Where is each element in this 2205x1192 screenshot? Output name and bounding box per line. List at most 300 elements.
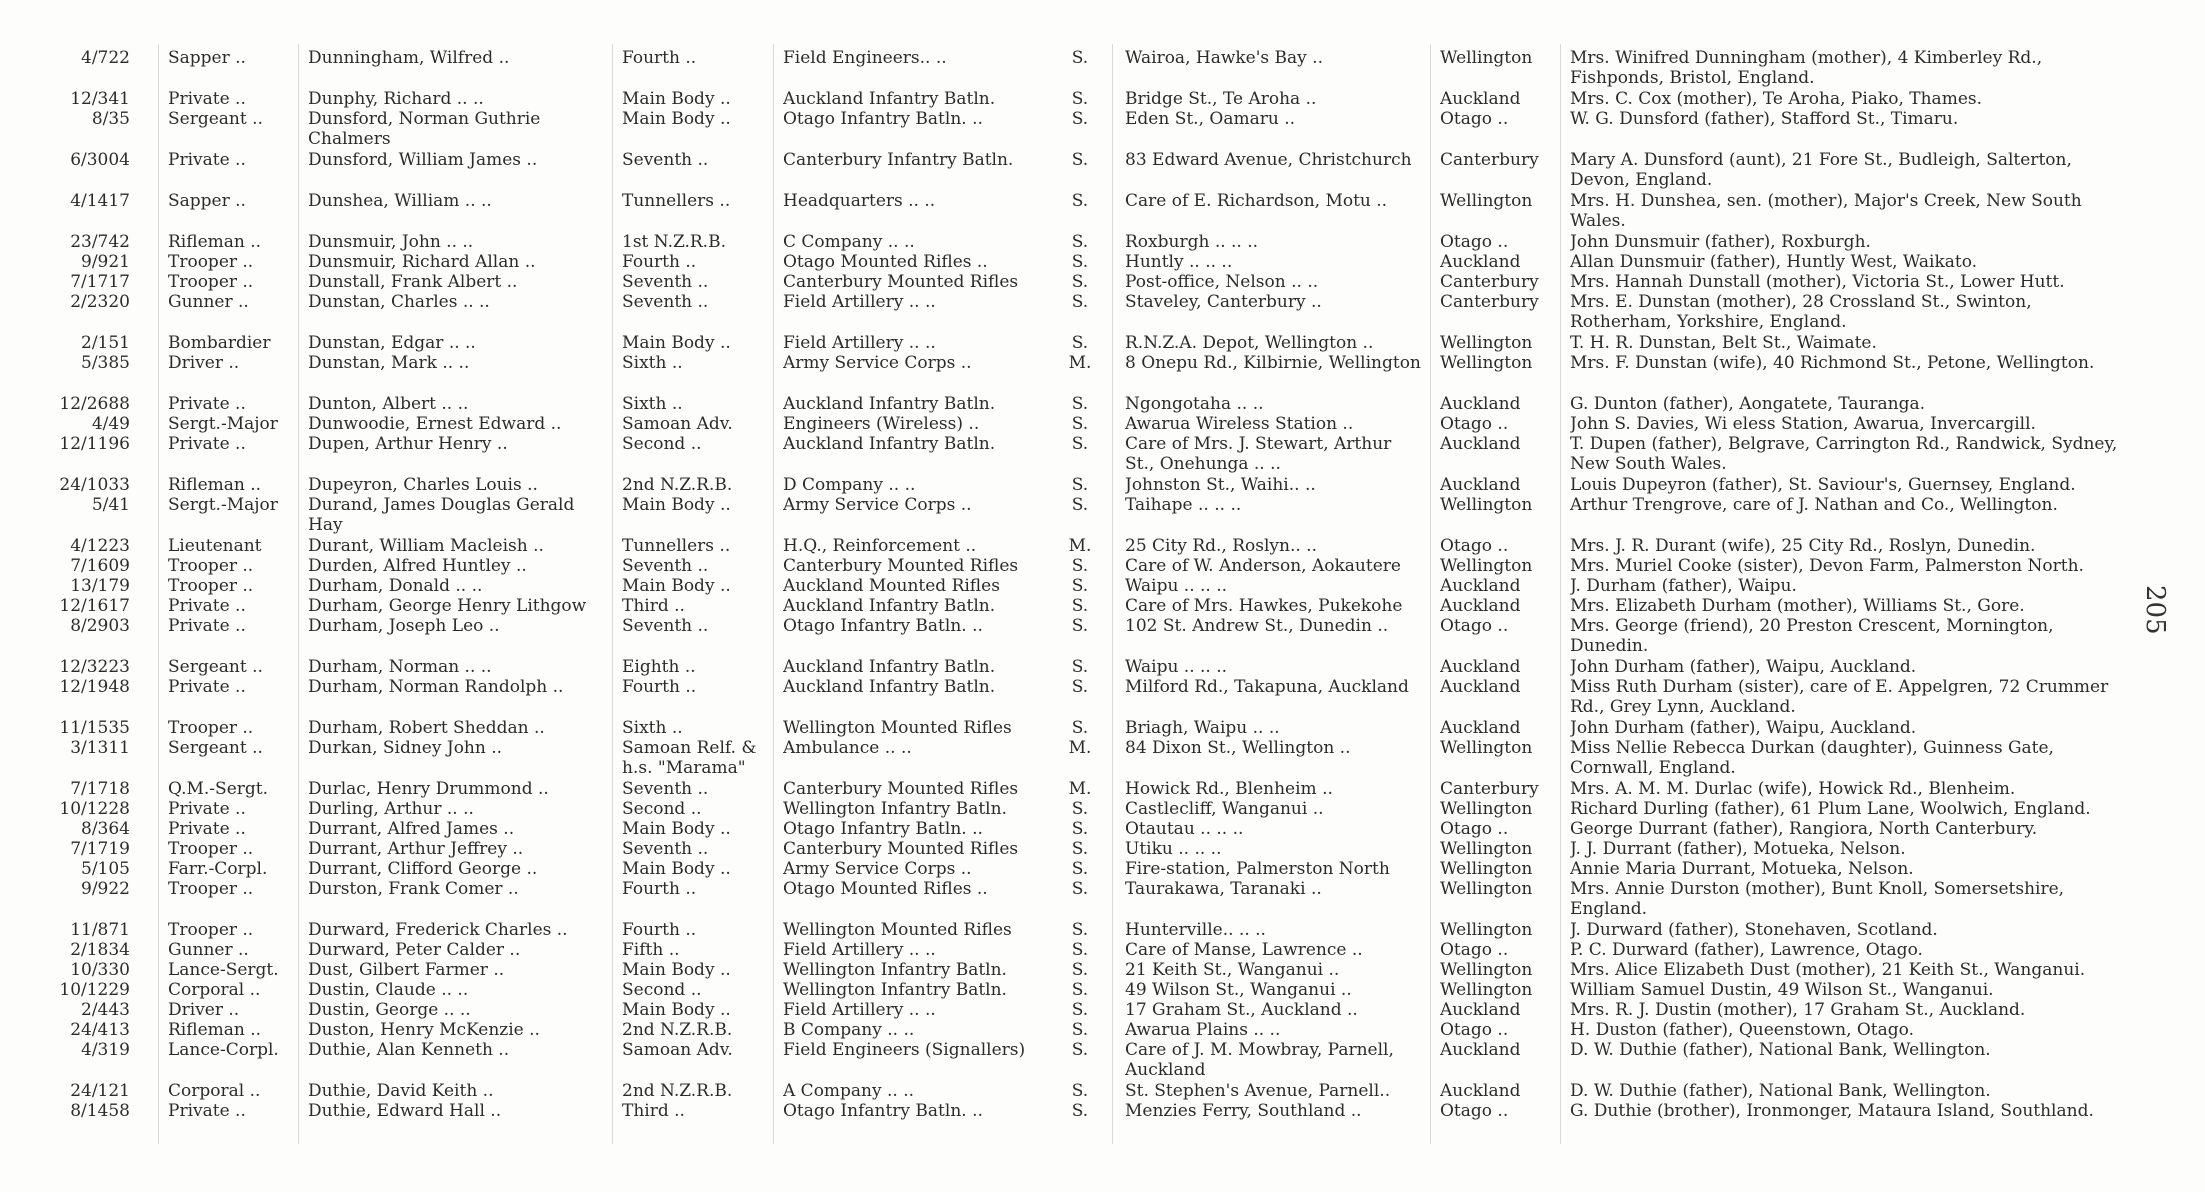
last-address-cell: Awarua Plains .. .. — [1125, 1020, 1281, 1040]
next-of-kin-cell: John Dunsmuir (father), Roxburgh. — [1570, 232, 1871, 252]
enlistment-district-cell: Otago .. — [1440, 940, 1509, 960]
marital-status-cell: S. — [1071, 434, 1089, 454]
table-row — [0, 960, 2205, 980]
soldier-name-cell: Dunstan, Mark .. .. — [308, 353, 470, 373]
last-address-cell: 83 Edward Avenue, Christchurch — [1125, 150, 1412, 170]
rank-cell: Lance-Sergt. — [168, 960, 279, 980]
table-row — [0, 109, 2205, 150]
next-of-kin-cell: J. Durham (father), Waipu. — [1570, 576, 1797, 596]
table-row — [0, 475, 2205, 495]
draft-cell: Main Body .. — [622, 576, 731, 596]
marital-status-cell: S. — [1071, 272, 1089, 292]
enlistment-district-cell: Otago .. — [1440, 1101, 1509, 1121]
next-of-kin-cell: Mrs. Hannah Dunstall (mother), Victoria St., Lower Hutt. — [1570, 272, 2065, 292]
service-number-cell: 7/1719 — [70, 839, 130, 859]
marital-status-cell: S. — [1071, 495, 1089, 515]
last-address-cell: Briagh, Waipu .. .. — [1125, 718, 1280, 738]
soldier-name-cell: Durston, Frank Comer .. — [308, 879, 519, 899]
last-address-cell: St. Stephen's Avenue, Parnell.. — [1125, 1081, 1391, 1101]
marital-status-cell: S. — [1071, 839, 1089, 859]
rank-cell: Private .. — [168, 819, 246, 839]
last-address-cell: Care of E. Richardson, Motu .. — [1125, 191, 1388, 211]
draft-cell: Seventh .. — [622, 779, 709, 799]
soldier-name-cell: Durden, Alfred Huntley .. — [308, 556, 527, 576]
rank-cell: Bombardier — [168, 333, 271, 353]
marital-status-cell: S. — [1071, 677, 1089, 697]
unit-cell: Field Artillery .. .. — [783, 1000, 936, 1020]
page-number: 205 — [2140, 585, 2170, 635]
marital-status-cell: S. — [1071, 960, 1089, 980]
unit-cell: Auckland Infantry Batln. — [783, 434, 996, 454]
soldier-name-cell: Duthie, Edward Hall .. — [308, 1101, 502, 1121]
unit-cell: Otago Infantry Batln. .. — [783, 819, 983, 839]
rank-cell: Farr.-Corpl. — [168, 859, 268, 879]
enlistment-district-cell: Wellington — [1440, 879, 1533, 899]
soldier-name-cell: Dustin, Claude .. .. — [308, 980, 469, 1000]
draft-cell: Sixth .. — [622, 353, 683, 373]
last-address-cell: Howick Rd., Blenheim .. — [1125, 779, 1333, 799]
marital-status-cell: S. — [1071, 1020, 1089, 1040]
unit-cell: B Company .. .. — [783, 1020, 915, 1040]
unit-cell: Wellington Infantry Batln. — [783, 960, 1007, 980]
table-row — [0, 859, 2205, 879]
last-address-cell: Waipu .. .. .. — [1125, 576, 1228, 596]
rank-cell: Sapper .. — [168, 48, 246, 68]
table-row — [0, 576, 2205, 596]
unit-cell: Field Engineers.. .. — [783, 48, 947, 68]
unit-cell: Otago Infantry Batln. .. — [783, 109, 983, 129]
soldier-name-cell: Dunstan, Charles .. .. — [308, 292, 490, 312]
marital-status-cell: S. — [1071, 89, 1089, 109]
enlistment-district-cell: Wellington — [1440, 738, 1533, 758]
service-number-cell: 8/364 — [81, 819, 130, 839]
last-address-cell: Bridge St., Te Aroha .. — [1125, 89, 1317, 109]
service-number-cell: 12/3223 — [59, 657, 130, 677]
next-of-kin-cell: H. Duston (father), Queenstown, Otago. — [1570, 1020, 1915, 1040]
soldier-name-cell: Durrant, Alfred James .. — [308, 819, 515, 839]
table-row — [0, 89, 2205, 109]
next-of-kin-cell: D. W. Duthie (father), National Bank, Wellington. — [1570, 1040, 1991, 1060]
rank-cell: Trooper .. — [168, 920, 254, 940]
table-row — [0, 191, 2205, 232]
table-row — [0, 414, 2205, 434]
enlistment-district-cell: Wellington — [1440, 495, 1533, 515]
rank-cell: Driver .. — [168, 1000, 240, 1020]
service-number-cell: 2/1834 — [70, 940, 130, 960]
soldier-name-cell: Dunsmuir, Richard Allan .. — [308, 252, 536, 272]
draft-cell: Fourth .. — [622, 677, 697, 697]
last-address-cell: Castlecliff, Wanganui .. — [1125, 799, 1324, 819]
soldier-name-cell: Dunton, Albert .. .. — [308, 394, 469, 414]
marital-status-cell: S. — [1071, 920, 1089, 940]
table-row — [0, 839, 2205, 859]
next-of-kin-cell: Mrs. F. Dunstan (wife), 40 Richmond St., Petone, Wellington. — [1570, 353, 2095, 373]
enlistment-district-cell: Wellington — [1440, 859, 1533, 879]
marital-status-cell: S. — [1071, 576, 1089, 596]
table-row — [0, 657, 2205, 677]
rank-cell: Rifleman .. — [168, 475, 262, 495]
marital-status-cell: S. — [1071, 475, 1089, 495]
table-row — [0, 879, 2205, 920]
next-of-kin-cell: Mrs. R. J. Dustin (mother), 17 Graham St., Auckland. — [1570, 1000, 2026, 1020]
unit-cell: Army Service Corps .. — [783, 353, 972, 373]
next-of-kin-cell: Allan Dunsmuir (father), Huntly West, Waikato. — [1570, 252, 1978, 272]
last-address-cell: Post-office, Nelson .. .. — [1125, 272, 1319, 292]
table-row — [0, 1081, 2205, 1101]
soldier-name-cell: Durham, Norman .. .. — [308, 657, 492, 677]
unit-cell: A Company .. .. — [783, 1081, 915, 1101]
soldier-name-cell: Durand, James Douglas Gerald Hay — [308, 495, 575, 535]
unit-cell: Wellington Mounted Rifles — [783, 718, 1012, 738]
rank-cell: Gunner .. — [168, 292, 249, 312]
unit-cell: Wellington Infantry Batln. — [783, 980, 1007, 1000]
enlistment-district-cell: Wellington — [1440, 191, 1533, 211]
rank-cell: Private .. — [168, 596, 246, 616]
marital-status-cell: M. — [1068, 738, 1092, 758]
rank-cell: Q.M.-Sergt. — [168, 779, 268, 799]
unit-cell: Otago Infantry Batln. .. — [783, 616, 983, 636]
soldier-name-cell: Durling, Arthur .. .. — [308, 799, 474, 819]
rank-cell: Private .. — [168, 799, 246, 819]
service-number-cell: 4/1223 — [70, 536, 130, 556]
last-address-cell: 25 City Rd., Roslyn.. .. — [1125, 536, 1317, 556]
unit-cell: Ambulance .. .. — [783, 738, 912, 758]
enlistment-district-cell: Auckland — [1440, 657, 1521, 677]
table-row — [0, 1040, 2205, 1081]
unit-cell: Canterbury Mounted Rifles — [783, 779, 1019, 799]
rank-cell: Trooper .. — [168, 576, 254, 596]
draft-cell: Seventh .. — [622, 150, 709, 170]
unit-cell: Field Artillery .. .. — [783, 292, 936, 312]
marital-status-cell: S. — [1071, 252, 1089, 272]
service-number-cell: 24/413 — [70, 1020, 130, 1040]
soldier-name-cell: Duthie, Alan Kenneth .. — [308, 1040, 510, 1060]
rank-cell: Lance-Corpl. — [168, 1040, 279, 1060]
unit-cell: Field Artillery .. .. — [783, 940, 936, 960]
marital-status-cell: S. — [1071, 394, 1089, 414]
table-row — [0, 556, 2205, 576]
enlistment-district-cell: Canterbury — [1440, 272, 1539, 292]
service-number-cell: 11/1535 — [59, 718, 130, 738]
enlistment-district-cell: Auckland — [1440, 718, 1521, 738]
soldier-name-cell: Dunwoodie, Ernest Edward .. — [308, 414, 562, 434]
next-of-kin-cell: John Durham (father), Waipu, Auckland. — [1570, 718, 1917, 738]
soldier-name-cell: Dunshea, William .. .. — [308, 191, 492, 211]
enlistment-district-cell: Wellington — [1440, 960, 1533, 980]
draft-cell: Seventh .. — [622, 292, 709, 312]
unit-cell: Wellington Infantry Batln. — [783, 799, 1007, 819]
marital-status-cell: S. — [1071, 414, 1089, 434]
soldier-name-cell: Durward, Peter Calder .. — [308, 940, 521, 960]
unit-cell: Headquarters .. .. — [783, 191, 936, 211]
enlistment-district-cell: Otago .. — [1440, 232, 1509, 252]
draft-cell: Seventh .. — [622, 616, 709, 636]
draft-cell: Second .. — [622, 799, 702, 819]
next-of-kin-cell: T. H. R. Dunstan, Belt St., Waimate. — [1570, 333, 1877, 353]
enlistment-district-cell: Canterbury — [1440, 779, 1539, 799]
marital-status-cell: S. — [1071, 1081, 1089, 1101]
soldier-name-cell: Dunsmuir, John .. .. — [308, 232, 474, 252]
next-of-kin-cell: Mrs. George (friend), 20 Preston Crescent, Mornington, Dunedin. — [1570, 616, 2054, 656]
last-address-cell: Huntly .. .. .. — [1125, 252, 1233, 272]
table-row — [0, 920, 2205, 940]
next-of-kin-cell: Mrs. Elizabeth Durham (mother), Williams St., Gore. — [1570, 596, 2025, 616]
enlistment-district-cell: Wellington — [1440, 333, 1533, 353]
rank-cell: Private .. — [168, 434, 246, 454]
enlistment-district-cell: Wellington — [1440, 839, 1533, 859]
draft-cell: 1st N.Z.R.B. — [622, 232, 726, 252]
table-row — [0, 292, 2205, 333]
next-of-kin-cell: Mrs. Alice Elizabeth Dust (mother), 21 Keith St., Wanganui. — [1570, 960, 2086, 980]
next-of-kin-cell: Mrs. E. Dunstan (mother), 28 Crossland St., Swinton, Rotherham, Yorkshire, England. — [1570, 292, 2032, 332]
marital-status-cell: S. — [1071, 292, 1089, 312]
draft-cell: 2nd N.Z.R.B. — [622, 1081, 733, 1101]
enlistment-district-cell: Auckland — [1440, 475, 1521, 495]
soldier-name-cell: Dustin, George .. .. — [308, 1000, 471, 1020]
service-number-cell: 12/1617 — [59, 596, 130, 616]
rank-cell: Corporal .. — [168, 980, 261, 1000]
last-address-cell: 8 Onepu Rd., Kilbirnie, Wellington — [1125, 353, 1421, 373]
last-address-cell: Fire-station, Palmerston North — [1125, 859, 1390, 879]
soldier-name-cell: Dupen, Arthur Henry .. — [308, 434, 508, 454]
service-number-cell: 7/1718 — [70, 779, 130, 799]
enlistment-district-cell: Auckland — [1440, 1040, 1521, 1060]
unit-cell: Auckland Infantry Batln. — [783, 657, 996, 677]
next-of-kin-cell: Mrs. H. Dunshea, sen. (mother), Major's Creek, New South Wales. — [1570, 191, 2082, 231]
enlistment-district-cell: Auckland — [1440, 576, 1521, 596]
rank-cell: Sergt.-Major — [168, 495, 278, 515]
soldier-name-cell: Durham, Norman Randolph .. — [308, 677, 564, 697]
marital-status-cell: S. — [1071, 1000, 1089, 1020]
service-number-cell: 24/121 — [70, 1081, 130, 1101]
next-of-kin-cell: W. G. Dunsford (father), Stafford St., Timaru. — [1570, 109, 1959, 129]
table-row — [0, 819, 2205, 839]
service-number-cell: 23/742 — [70, 232, 130, 252]
draft-cell: Seventh .. — [622, 839, 709, 859]
marital-status-cell: S. — [1071, 1040, 1089, 1060]
last-address-cell: Otautau .. .. .. — [1125, 819, 1244, 839]
next-of-kin-cell: Mrs. J. R. Durant (wife), 25 City Rd., Roslyn, Dunedin. — [1570, 536, 2036, 556]
service-number-cell: 3/1311 — [70, 738, 130, 758]
enlistment-district-cell: Otago .. — [1440, 109, 1509, 129]
enlistment-district-cell: Canterbury — [1440, 292, 1539, 312]
marital-status-cell: S. — [1071, 232, 1089, 252]
service-number-cell: 4/722 — [81, 48, 130, 68]
draft-cell: Samoan Adv. — [622, 414, 733, 434]
soldier-name-cell: Durham, Donald .. .. — [308, 576, 483, 596]
soldier-name-cell: Dunstall, Frank Albert .. — [308, 272, 518, 292]
service-number-cell: 2/151 — [81, 333, 130, 353]
enlistment-district-cell: Wellington — [1440, 48, 1533, 68]
table-row — [0, 677, 2205, 718]
soldier-name-cell: Dupeyron, Charles Louis .. — [308, 475, 538, 495]
next-of-kin-cell: P. C. Durward (father), Lawrence, Otago. — [1570, 940, 1923, 960]
table-row — [0, 738, 2205, 779]
soldier-name-cell: Durrant, Arthur Jeffrey .. — [308, 839, 524, 859]
next-of-kin-cell: G. Duthie (brother), Ironmonger, Mataura Island, Southland. — [1570, 1101, 2094, 1121]
table-row — [0, 1020, 2205, 1040]
marital-status-cell: S. — [1071, 333, 1089, 353]
service-number-cell: 2/2320 — [70, 292, 130, 312]
last-address-cell: 102 St. Andrew St., Dunedin .. — [1125, 616, 1389, 636]
last-address-cell: Care of W. Anderson, Aokautere — [1125, 556, 1401, 576]
marital-status-cell: S. — [1071, 819, 1089, 839]
last-address-cell: Menzies Ferry, Southland .. — [1125, 1101, 1362, 1121]
soldier-name-cell: Durant, William Macleish .. — [308, 536, 544, 556]
rank-cell: Sergeant .. — [168, 657, 263, 677]
service-number-cell: 2/443 — [81, 1000, 130, 1020]
unit-cell: Otago Infantry Batln. .. — [783, 1101, 983, 1121]
last-address-cell: Milford Rd., Takapuna, Auckland — [1125, 677, 1409, 697]
draft-cell: Main Body .. — [622, 819, 731, 839]
enlistment-district-cell: Auckland — [1440, 394, 1521, 414]
last-address-cell: Eden St., Oamaru .. — [1125, 109, 1296, 129]
rank-cell: Private .. — [168, 616, 246, 636]
soldier-name-cell: Dunphy, Richard .. .. — [308, 89, 484, 109]
soldier-name-cell: Durrant, Clifford George .. — [308, 859, 538, 879]
enlistment-district-cell: Auckland — [1440, 89, 1521, 109]
marital-status-cell: S. — [1071, 616, 1089, 636]
soldier-name-cell: Durham, Robert Sheddan .. — [308, 718, 545, 738]
soldier-name-cell: Dunstan, Edgar .. .. — [308, 333, 476, 353]
service-number-cell: 6/3004 — [70, 150, 130, 170]
next-of-kin-cell: G. Dunton (father), Aongatete, Tauranga. — [1570, 394, 1925, 414]
service-number-cell: 10/1229 — [59, 980, 130, 1000]
draft-cell: Fifth .. — [622, 940, 680, 960]
enlistment-district-cell: Otago .. — [1440, 536, 1509, 556]
next-of-kin-cell: Mary A. Dunsford (aunt), 21 Fore St., Budleigh, Salterton, Devon, England. — [1570, 150, 2072, 190]
marital-status-cell: S. — [1071, 1101, 1089, 1121]
draft-cell: Samoan Relf. & h.s. "Marama" — [622, 738, 757, 778]
last-address-cell: 84 Dixon St., Wellington .. — [1125, 738, 1351, 758]
unit-cell: Auckland Infantry Batln. — [783, 89, 996, 109]
table-row — [0, 536, 2205, 556]
service-number-cell: 8/1458 — [70, 1101, 130, 1121]
unit-cell: Field Engineers (Signallers) — [783, 1040, 1026, 1060]
rank-cell: Trooper .. — [168, 272, 254, 292]
unit-cell: C Company .. .. — [783, 232, 915, 252]
rank-cell: Rifleman .. — [168, 1020, 262, 1040]
marital-status-cell: S. — [1071, 48, 1089, 68]
last-address-cell: Waipu .. .. .. — [1125, 657, 1228, 677]
draft-cell: Tunnellers .. — [622, 536, 731, 556]
table-row — [0, 616, 2205, 657]
last-address-cell: 49 Wilson St., Wanganui .. — [1125, 980, 1352, 1000]
draft-cell: Fourth .. — [622, 252, 697, 272]
next-of-kin-cell: George Durrant (father), Rangiora, North Canterbury. — [1570, 819, 2038, 839]
rank-cell: Corporal .. — [168, 1081, 261, 1101]
marital-status-cell: S. — [1071, 799, 1089, 819]
draft-cell: Samoan Adv. — [622, 1040, 733, 1060]
next-of-kin-cell: Mrs. C. Cox (mother), Te Aroha, Piako, Thames. — [1570, 89, 1983, 109]
enlistment-district-cell: Auckland — [1440, 596, 1521, 616]
unit-cell: H.Q., Reinforcement .. — [783, 536, 977, 556]
roll-table — [0, 48, 2205, 1121]
rank-cell: Rifleman .. — [168, 232, 262, 252]
last-address-cell: Hunterville.. .. .. — [1125, 920, 1266, 940]
unit-cell: D Company .. .. — [783, 475, 916, 495]
unit-cell: Auckland Mounted Rifles — [783, 576, 1000, 596]
service-number-cell: 9/922 — [81, 879, 130, 899]
next-of-kin-cell: John S. Davies, Wi eless Station, Awarua, Invercargill. — [1570, 414, 2036, 434]
enlistment-district-cell: Auckland — [1440, 677, 1521, 697]
marital-status-cell: S. — [1071, 191, 1089, 211]
draft-cell: Main Body .. — [622, 89, 731, 109]
rank-cell: Trooper .. — [168, 718, 254, 738]
last-address-cell: Wairoa, Hawke's Bay .. — [1125, 48, 1323, 68]
enlistment-district-cell: Auckland — [1440, 1000, 1521, 1020]
enlistment-district-cell: Auckland — [1440, 434, 1521, 454]
rank-cell: Trooper .. — [168, 252, 254, 272]
marital-status-cell: S. — [1071, 657, 1089, 677]
enlistment-district-cell: Otago .. — [1440, 616, 1509, 636]
marital-status-cell: S. — [1071, 109, 1089, 129]
last-address-cell: Taurakawa, Taranaki .. — [1125, 879, 1322, 899]
table-row — [0, 718, 2205, 738]
enlistment-district-cell: Canterbury — [1440, 150, 1539, 170]
soldier-name-cell: Dunningham, Wilfred .. — [308, 48, 510, 68]
table-row — [0, 1101, 2205, 1121]
next-of-kin-cell: D. W. Duthie (father), National Bank, Wellington. — [1570, 1081, 1991, 1101]
rank-cell: Private .. — [168, 150, 246, 170]
table-row — [0, 779, 2205, 799]
last-address-cell: Taihape .. .. .. — [1125, 495, 1242, 515]
enlistment-district-cell: Otago .. — [1440, 819, 1509, 839]
draft-cell: Third .. — [622, 596, 685, 616]
table-row — [0, 232, 2205, 252]
draft-cell: Tunnellers .. — [622, 191, 731, 211]
rank-cell: Sergeant .. — [168, 738, 263, 758]
rank-cell: Sergt.-Major — [168, 414, 278, 434]
enlistment-district-cell: Auckland — [1440, 1081, 1521, 1101]
soldier-name-cell: Dunsford, William James .. — [308, 150, 538, 170]
marital-status-cell: S. — [1071, 150, 1089, 170]
unit-cell: Engineers (Wireless) .. — [783, 414, 980, 434]
rank-cell: Sergeant .. — [168, 109, 263, 129]
last-address-cell: Johnston St., Waihi.. .. — [1125, 475, 1316, 495]
service-number-cell: 4/49 — [91, 414, 130, 434]
rank-cell: Trooper .. — [168, 556, 254, 576]
enlistment-district-cell: Wellington — [1440, 556, 1533, 576]
soldier-name-cell: Duthie, David Keith .. — [308, 1081, 494, 1101]
enlistment-district-cell: Auckland — [1440, 252, 1521, 272]
draft-cell: Main Body .. — [622, 859, 731, 879]
table-row — [0, 272, 2205, 292]
marital-status-cell: S. — [1071, 718, 1089, 738]
service-number-cell: 10/1228 — [59, 799, 130, 819]
last-address-cell: R.N.Z.A. Depot, Wellington .. — [1125, 333, 1374, 353]
unit-cell: Auckland Infantry Batln. — [783, 394, 996, 414]
service-number-cell: 9/921 — [81, 252, 130, 272]
enlistment-district-cell: Wellington — [1440, 920, 1533, 940]
last-address-cell: Staveley, Canterbury .. — [1125, 292, 1322, 312]
next-of-kin-cell: Mrs. Annie Durston (mother), Bunt Knoll, Somersetshire, England. — [1570, 879, 2065, 919]
next-of-kin-cell: John Durham (father), Waipu, Auckland. — [1570, 657, 1917, 677]
last-address-cell: 21 Keith St., Wanganui .. — [1125, 960, 1340, 980]
next-of-kin-cell: Miss Ruth Durham (sister), care of E. Appelgren, 72 Crummer Rd., Grey Lynn, Auckland. — [1570, 677, 2109, 717]
enlistment-district-cell: Otago .. — [1440, 414, 1509, 434]
rank-cell: Private .. — [168, 1101, 246, 1121]
soldier-name-cell: Duston, Henry McKenzie .. — [308, 1020, 540, 1040]
table-row — [0, 1000, 2205, 1020]
table-row — [0, 596, 2205, 616]
rank-cell: Gunner .. — [168, 940, 249, 960]
marital-status-cell: S. — [1071, 596, 1089, 616]
table-row — [0, 252, 2205, 272]
next-of-kin-cell: T. Dupen (father), Belgrave, Carrington Rd., Randwick, Sydney, New South Wales. — [1570, 434, 2118, 474]
next-of-kin-cell: Arthur Trengrove, care of J. Nathan and Co., Wellington. — [1570, 495, 2058, 515]
rank-cell: Lieutenant — [168, 536, 262, 556]
